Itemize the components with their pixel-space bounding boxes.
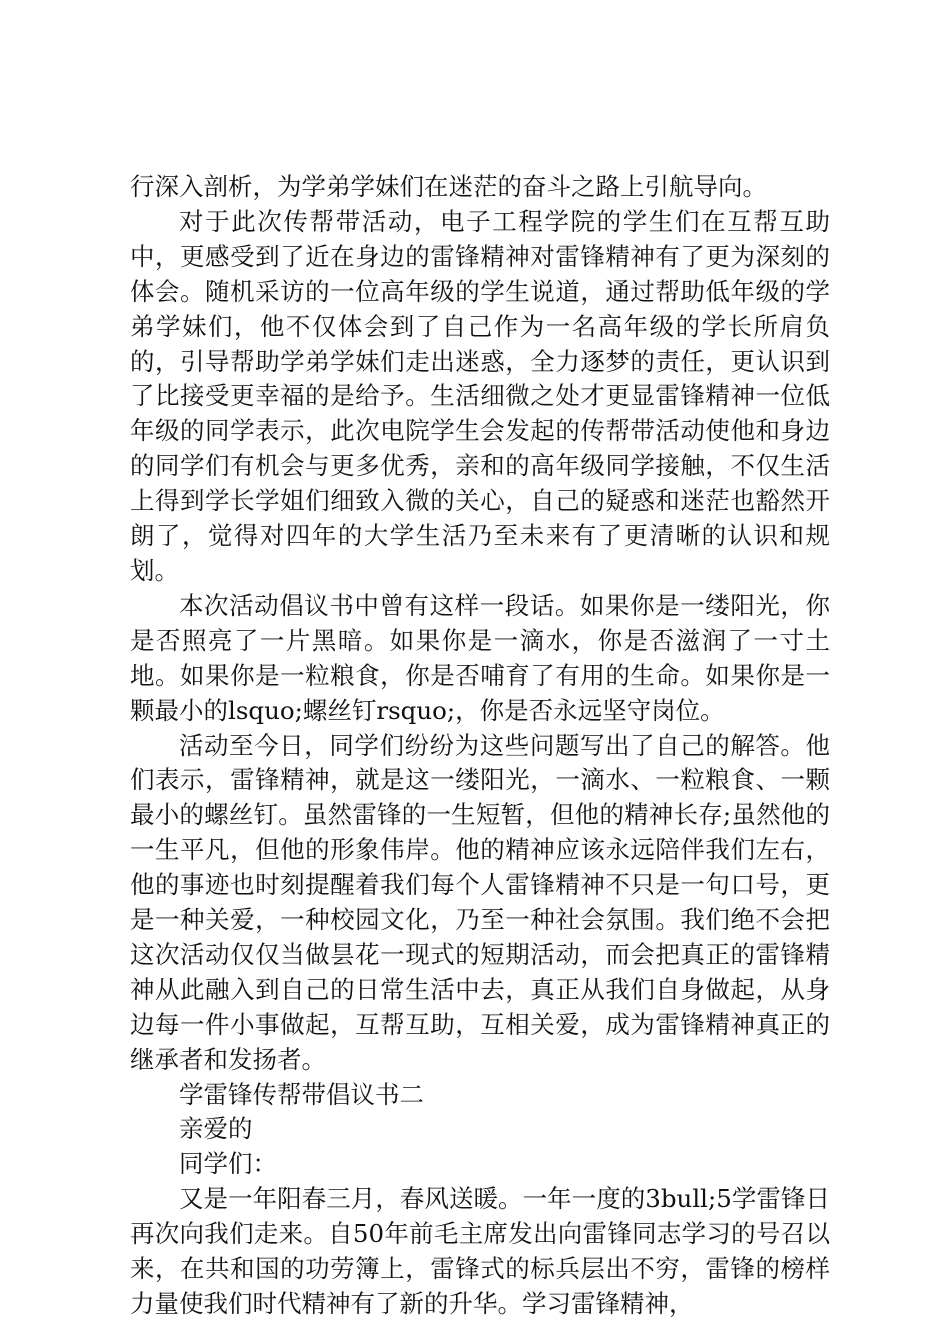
paragraph-continuation: 行深入剖析，为学弟学妹们在迷茫的奋斗之路上引航导向。 xyxy=(130,172,767,201)
paragraph-student-answers: 活动至今日，同学们纷纷为这些问题写出了自己的解答。他们表示，雷锋精神，就是这一缕阳光，一滴水、一粒粮食、一颗最小的螺丝钉。虽然雷锋的一生短暂，但他的精神长存;虽然他的一生平凡，但他的形象伟岸。他的精神应该永远陪伴我们左右，他的事迹也时刻提醒着我们每个人雷锋精神不只是一句口号，更是一种关爱，一种校园文化，乃至一种社会氛围。我们绝不会把这次活动仅仅当做昙花一现式的短期活动，而会把真正的雷锋精神从此融入到自己的日常生活中去，真正从我们自身做起，从身边每一件小事做起，互帮互助，互相关爱，成为雷锋精神真正的继承者和发扬者。 xyxy=(130,730,830,1074)
document-body xyxy=(130,170,830,1322)
paragraph-activity-reflection: 对于此次传帮带活动，电子工程学院的学生们在互帮互助中，更感受到了近在身边的雷锋精神对雷锋精神有了更为深刻的体会。随机采访的一位高年级的学生说道，通过帮助低年级的学弟学妹们，他不仅体会到了自己作为一名高年级的学长所肩负的，引导帮助学弟学妹们走出迷惑，全力逐梦的责任，更认识到了比接受更幸福的是给予。生活细微之处才更显雷锋精神一位低年级的同学表示，此次电院学生会发起的传帮带活动使他和身边的同学们有机会与更多优秀，亲和的高年级同学接触，不仅生活上得到学长学姐们细致入微的关心，自己的疑惑和迷茫也豁然开朗了，觉得对四年的大学生活乃至未来有了更清晰的认识和规划。 xyxy=(130,206,830,585)
paragraph-letter-opening: 又是一年阳春三月，春风送暖。一年一度的3bull;5学雷锋日再次向我们走来。自50年前毛主席发出向雷锋同志学习的号召以来，在共和国的功劳簿上，雷锋式的标兵层出不穷，雷锋的榜样力量使我们时代精神有了新的升华。学习雷锋精神， xyxy=(130,1184,830,1318)
paragraph-proposal-quote: 本次活动倡议书中曾有这样一段话。如果你是一缕阳光，你是否照亮了一片黑暗。如果你是一滴水，你是否滋润了一寸土地。如果你是一粒粮食，你是否哺育了有用的生命。如果你是一颗最小的lsquo;螺丝钉rsquo;，你是否永远坚守岗位。 xyxy=(130,590,830,725)
section-heading: 学雷锋传帮带倡议书二 xyxy=(179,1079,424,1109)
salutation-line-2: 同学们： xyxy=(179,1149,277,1179)
salutation-line-1: 亲爱的 xyxy=(179,1114,253,1144)
